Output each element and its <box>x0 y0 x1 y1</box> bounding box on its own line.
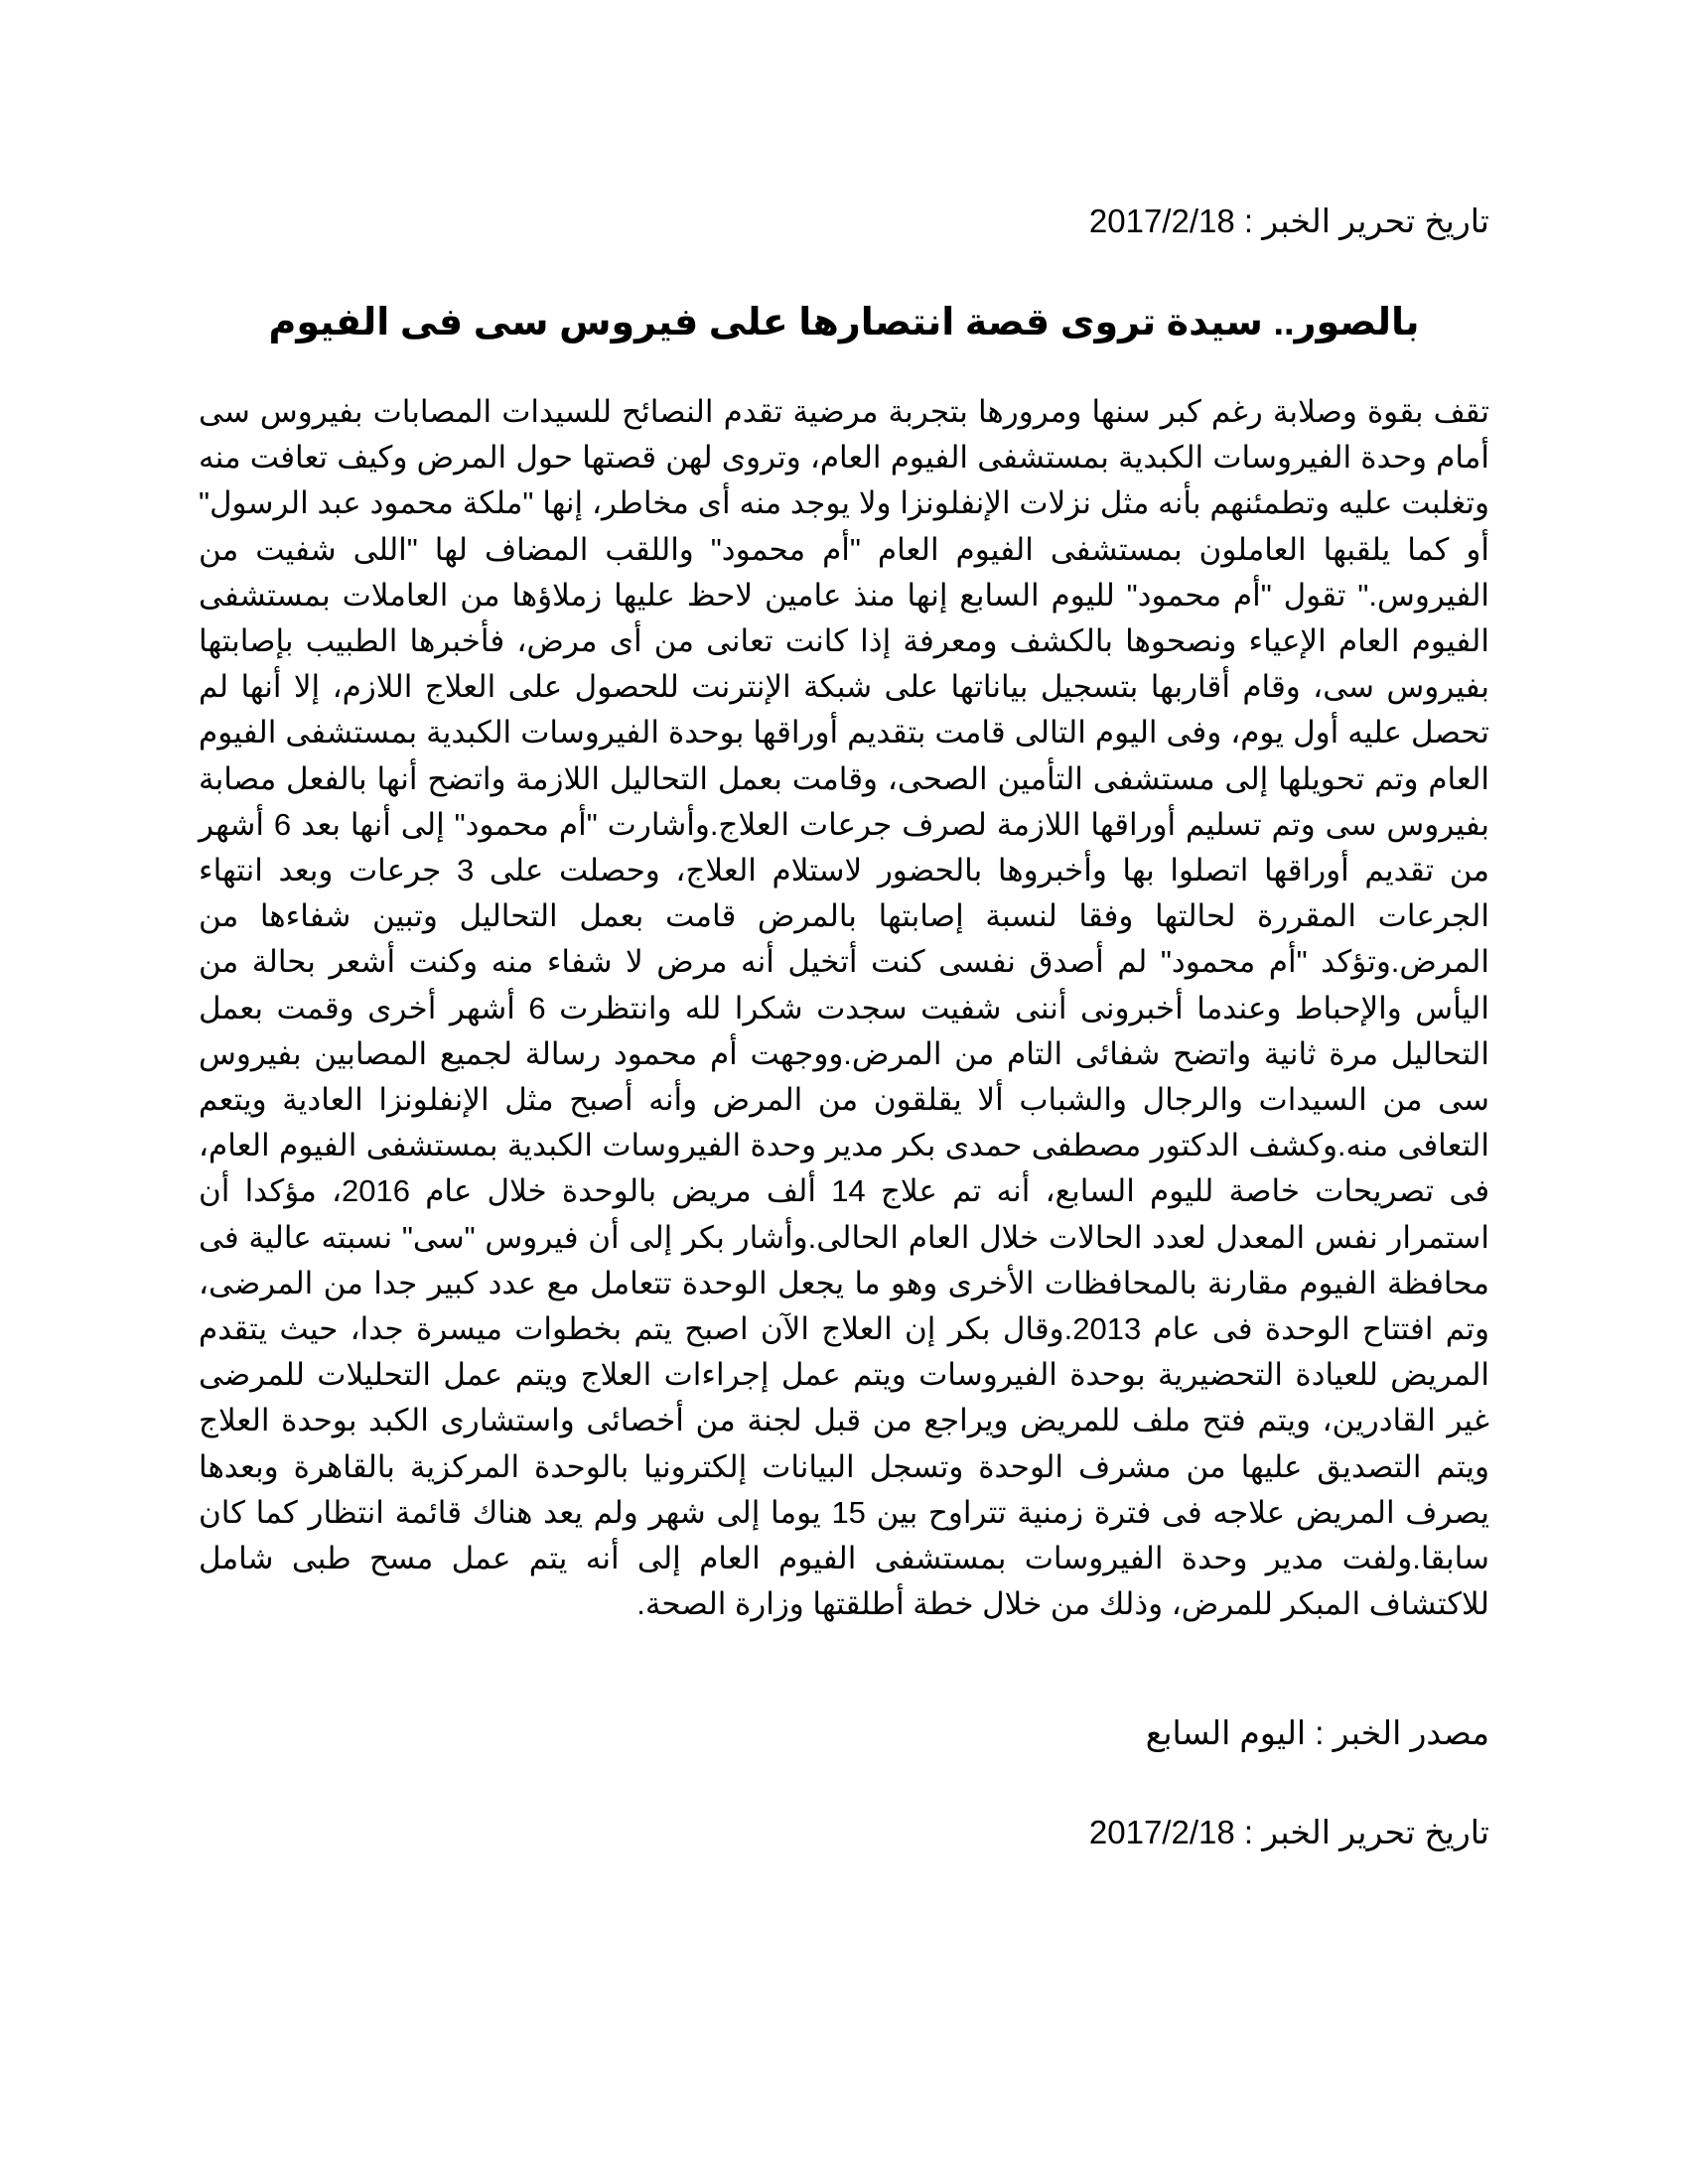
article-date-top <box>1089 202 1489 241</box>
date-label: تاريخ تحرير الخبر : <box>1243 203 1489 239</box>
article-body: تقف بقوة وصلابة رغم كبر سنها ومرورها بتجربة مرضية تقدم النصائح للسيدات المصابات بفيروس سى أمام وحدة الفيروسات الكبدية بمستشفى الفيوم العام، وتروى لهن قصتها حول المرض وكيف تعافت منه وتغلبت عليه وتطمئنهم بأنه مثل نزلات الإنفلونزا ولا يوجد منه أى مخاطر، إنها "ملكة محمود عبد الرسول" أو كما يلقبها العاملون بمستشفى الفيوم العام "أم محمود" واللقب المضاف لها "اللى شفيت من الفيروس." تقول "أم محمود" لليوم السابع إنها منذ عامين لاحظ عليها زملاؤها من العاملات بمستشفى الفيوم العام الإعياء ونصحوها بالكشف ومعرفة إذا كانت تعانى من أى مرض، فأخبرها الطبيب بإصابتها بفيروس سى، وقام أقاربها بتسجيل بياناتها على شبكة الإنترنت للحصول على العلاج اللازم، إلا أنها لم تحصل عليه أول يوم، وفى اليوم التالى قامت بتقديم أوراقها بوحدة الفيروسات الكبدية بمستشفى الفيوم العام وتم تحويلها إلى مستشفى التأمين الصحى، وقامت بعمل التحاليل اللازمة واتضح أنها بالفعل مصابة بفيروس سى وتم تسليم أوراقها اللازمة لصرف جرعات العلاج.وأشارت "أم محمود" إلى أنها بعد 6 أشهر من تقديم أوراقها اتصلوا بها وأخبروها بالحضور لاستلام العلاج، وحصلت على 3 جرعات وبعد انتهاء الجرعات المقررة لحالتها وفقا لنسبة إصابتها بالمرض قامت بعمل التحاليل وتبين شفاءها من المرض.وتؤكد "أم محمود" لم أصدق نفسى كنت أتخيل أنه مرض لا شفاء منه وكنت أشعر بحالة من اليأس والإحباط وعندما أخبرونى أننى شفيت سجدت شكرا لله وانتظرت 6 أشهر أخرى وقمت بعمل التحاليل مرة ثانية واتضح شفائى التام من المرض.ووجهت أم محمود رسالة لجميع المصابين بفيروس سى من السيدات والرجال والشباب ألا يقلقون من المرض وأنه أصبح مثل الإنفلونزا العادية ويتعم التعافى منه.وكشف الدكتور مصطفى حمدى بكر مدير وحدة الفيروسات الكبدية بمستشفى الفيوم العام، فى تصريحات خاصة لليوم السابع، أنه تم علاج 14 ألف مريض بالوحدة خلال عام 2016، مؤكدا أن استمرار نفس المعدل لعدد الحالات خلال العام الحالى.وأشار بكر إلى أن فيروس "سى" نسبته عالية فى محافظة الفيوم مقارنة بالمحافظات الأخرى وهو ما يجعل الوحدة تتعامل مع عدد كبير جدا من المرضى، وتم افتتاح الوحدة فى عام 2013.وقال بكر إن العلاج الآن اصبح يتم بخطوات ميسرة جدا، حيث يتقدم المريض للعيادة التحضيرية بوحدة الفيروسات ويتم عمل إجراءات العلاج ويتم عمل التحليلات للمرضى غير القادرين، ويتم فتح ملف للمريض ويراجع من قبل لجنة من أخصائى واستشارى الكبد بوحدة العلاج ويتم التصديق عليها من مشرف الوحدة وتسجل البيانات إلكترونيا بالوحدة المركزية بالقاهرة وبعدها يصرف المريض علاجه فى فترة زمنية تتراوح بين 15 يوما إلى شهر ولم يعد هناك قائمة انتظار كما كان سابقا.ولفت مدير وحدة الفيروسات بمستشفى الفيوم العام إلى أنه يتم عمل مسح طبى شامل للاكتشاف المبكر للمرض، وذلك من خلال خطة أطلقتها وزارة الصحة. <box>199 394 1490 1622</box>
source-label: مصدر الخبر : <box>1315 1714 1489 1751</box>
document-page <box>199 0 1489 2184</box>
date-value: 2017/2/18 <box>1088 203 1235 239</box>
article-source <box>1146 1713 1489 1753</box>
article-title: بالصور.. سيدة تروى قصة انتصارها على فيروس سى فى الفيوم <box>268 302 1420 343</box>
source-value: اليوم السابع <box>1145 1714 1307 1751</box>
article-date-bottom <box>1089 1813 1489 1852</box>
date-value-bottom: 2017/2/18 <box>1088 1814 1235 1850</box>
date-label-bottom: تاريخ تحرير الخبر : <box>1243 1814 1489 1850</box>
